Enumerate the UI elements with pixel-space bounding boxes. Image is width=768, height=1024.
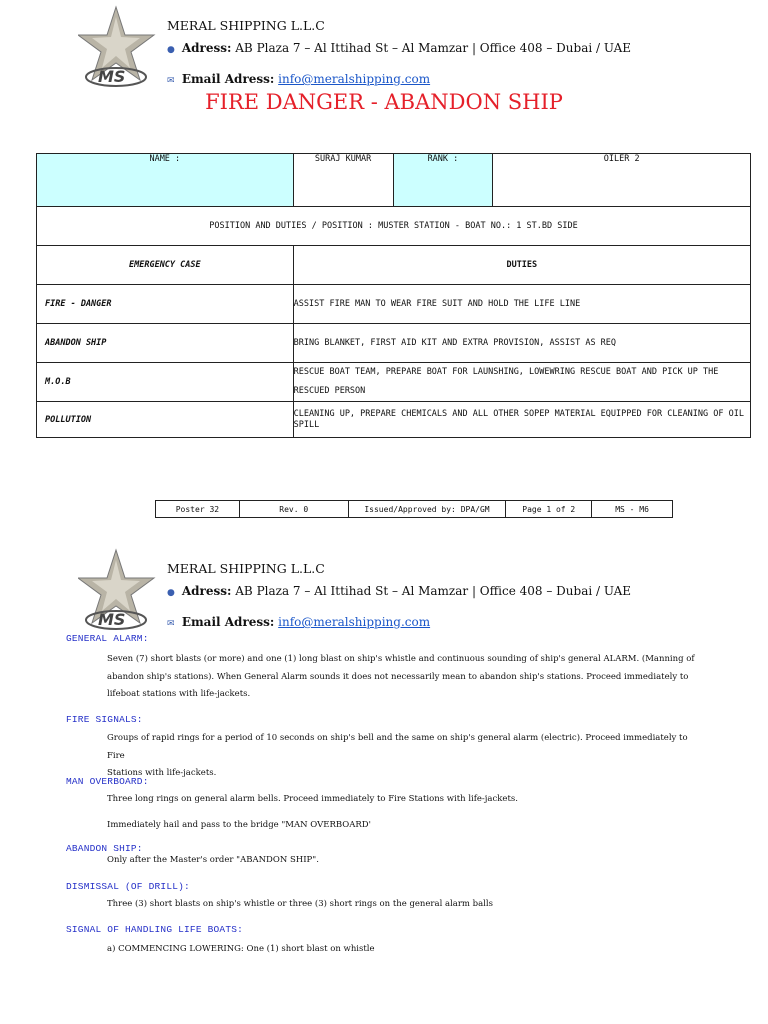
rank-value-cell: OILER 2 bbox=[493, 154, 751, 207]
duty-abandon: BRING BLANKET, FIRST AID KIT AND EXTRA PROVISION, ASSIST AS REQ bbox=[293, 324, 750, 363]
case-abandon: ABANDON SHIP bbox=[37, 324, 294, 363]
name-label-cell: NAME : bbox=[37, 154, 294, 207]
col-emergency-case: EMERGENCY CASE bbox=[37, 246, 294, 285]
duty-pollution bbox=[293, 402, 750, 438]
table-row bbox=[37, 285, 751, 324]
footer-code: MS - M6 bbox=[592, 501, 673, 518]
heading-man-overboard: MAN OVERBOARD: bbox=[66, 776, 149, 787]
heading-abandon-ship: ABANDON SHIP: bbox=[66, 843, 143, 854]
table-row bbox=[37, 324, 751, 363]
address-line-2 bbox=[167, 584, 631, 598]
rank-label-cell: RANK : bbox=[393, 154, 493, 207]
location-pin-icon: ● bbox=[167, 45, 175, 55]
heading-fire-signals: FIRE SIGNALS: bbox=[66, 714, 143, 725]
table-row bbox=[37, 402, 751, 438]
address-text: AB Plaza 7 – Al Ittihad St – Al Mamzar | Office 408 – Dubai / UAE bbox=[235, 41, 632, 55]
location-pin-icon: ● bbox=[167, 588, 175, 598]
heading-life-boats: SIGNAL OF HANDLING LIFE BOATS: bbox=[66, 924, 244, 935]
footer-rev: Rev. 0 bbox=[239, 501, 348, 518]
logo-text: MS bbox=[98, 67, 126, 86]
man-overboard-line2: Immediately hail and pass to the bridge "MAN OVERBOARD' bbox=[107, 820, 371, 830]
position-line: POSITION AND DUTIES / POSITION : MUSTER STATION - BOAT NO.: 1 ST.BD SIDE bbox=[37, 207, 751, 246]
abandon-ship-text: Only after the Master's order "ABANDON SHIP". bbox=[107, 855, 319, 865]
email-line bbox=[167, 72, 430, 86]
envelope-icon: ✉ bbox=[167, 619, 175, 629]
duty-fire: ASSIST FIRE MAN TO WEAR FIRE SUIT AND HOLD THE LIFE LINE bbox=[293, 285, 750, 324]
footer-poster: Poster 32 bbox=[156, 501, 240, 518]
general-alarm-text bbox=[107, 651, 707, 704]
page-title: FIRE DANGER - ABANDON SHIP bbox=[205, 90, 563, 114]
general-alarm-line: lifeboat stations with life-jackets. bbox=[107, 689, 251, 699]
dismissal-text: Three (3) short blasts on ship's whistle or three (3) short rings on the general alarm balls bbox=[107, 899, 493, 909]
email-label-2: Email Adress: bbox=[181, 615, 275, 629]
address-line bbox=[167, 41, 631, 55]
duties-table bbox=[36, 153, 751, 438]
company-name-2: MERAL SHIPPING L.L.C bbox=[167, 561, 325, 576]
man-overboard-line1: Three long rings on general alarm bells. Proceed immediately to Fire Stations with life-jackets. bbox=[107, 794, 518, 804]
email-link[interactable]: info@meralshipping.com bbox=[278, 72, 431, 86]
email-line-2 bbox=[167, 615, 430, 629]
footer-issued: Issued/Approved by: DPA/GM bbox=[348, 501, 506, 518]
fire-signals-line: Groups of rapid rings for a period of 10 seconds on ship's bell and the same on ship's general alarm (electric). Proceed immediately to Fire bbox=[107, 733, 688, 761]
name-value-cell: SURAJ KUMAR bbox=[293, 154, 393, 207]
duty-pollution-line1: CLEANING UP, PREPARE CHEMICALS AND ALL OTHER SOPEP MATERIAL EQUIPPED FOR CLEANING OF OIL bbox=[293, 408, 744, 419]
address-label: Adress: bbox=[181, 41, 232, 55]
heading-dismissal: DISMISSAL (OF DRILL): bbox=[66, 881, 190, 892]
general-alarm-line: abandon ship's stations). When General Alarm sounds it does not necessarily mean to abandon ship's stations. Proceed immediately to bbox=[107, 671, 689, 682]
fire-signals-text bbox=[107, 730, 707, 783]
case-pollution: POLLUTION bbox=[37, 402, 294, 438]
document-footer bbox=[155, 500, 673, 518]
fire-signals-line: Stations with life-jackets. bbox=[107, 768, 217, 778]
duty-mob-line1: RESCUE BOAT TEAM, PREPARE BOAT FOR LAUNSHING, LOWEWRING RESCUE BOAT AND PICK UP THE bbox=[293, 367, 719, 377]
case-mob: M.O.B bbox=[37, 363, 294, 402]
life-boats-text: a) COMMENCING LOWERING: One (1) short blast on whistle bbox=[107, 944, 375, 954]
duty-pollution-line2: SPILL bbox=[293, 419, 320, 430]
logo-text-2: MS bbox=[98, 610, 126, 629]
address-label-2: Adress: bbox=[181, 584, 232, 598]
company-logo-2 bbox=[78, 548, 158, 638]
address-text-2: AB Plaza 7 – Al Ittihad St – Al Mamzar | Office 408 – Dubai / UAE bbox=[235, 584, 632, 598]
email-link-2[interactable]: info@meralshipping.com bbox=[278, 615, 431, 629]
general-alarm-line: Seven (7) short blasts (or more) and one (1) long blast on ship's whistle and continuous sounding of ship's general ALARM. (Manning of bbox=[107, 654, 695, 664]
table-row bbox=[37, 363, 751, 402]
duty-mob bbox=[293, 363, 750, 402]
duty-mob-line2: RESCUED PERSON bbox=[293, 386, 366, 396]
col-duties: DUTIES bbox=[293, 246, 750, 285]
email-label: Email Adress: bbox=[181, 72, 275, 86]
heading-general-alarm: GENERAL ALARM: bbox=[66, 633, 149, 644]
company-logo bbox=[78, 5, 158, 95]
envelope-icon: ✉ bbox=[167, 76, 175, 86]
case-fire: FIRE - DANGER bbox=[37, 285, 294, 324]
company-name: MERAL SHIPPING L.L.C bbox=[167, 18, 325, 33]
footer-page: Page 1 of 2 bbox=[506, 501, 592, 518]
